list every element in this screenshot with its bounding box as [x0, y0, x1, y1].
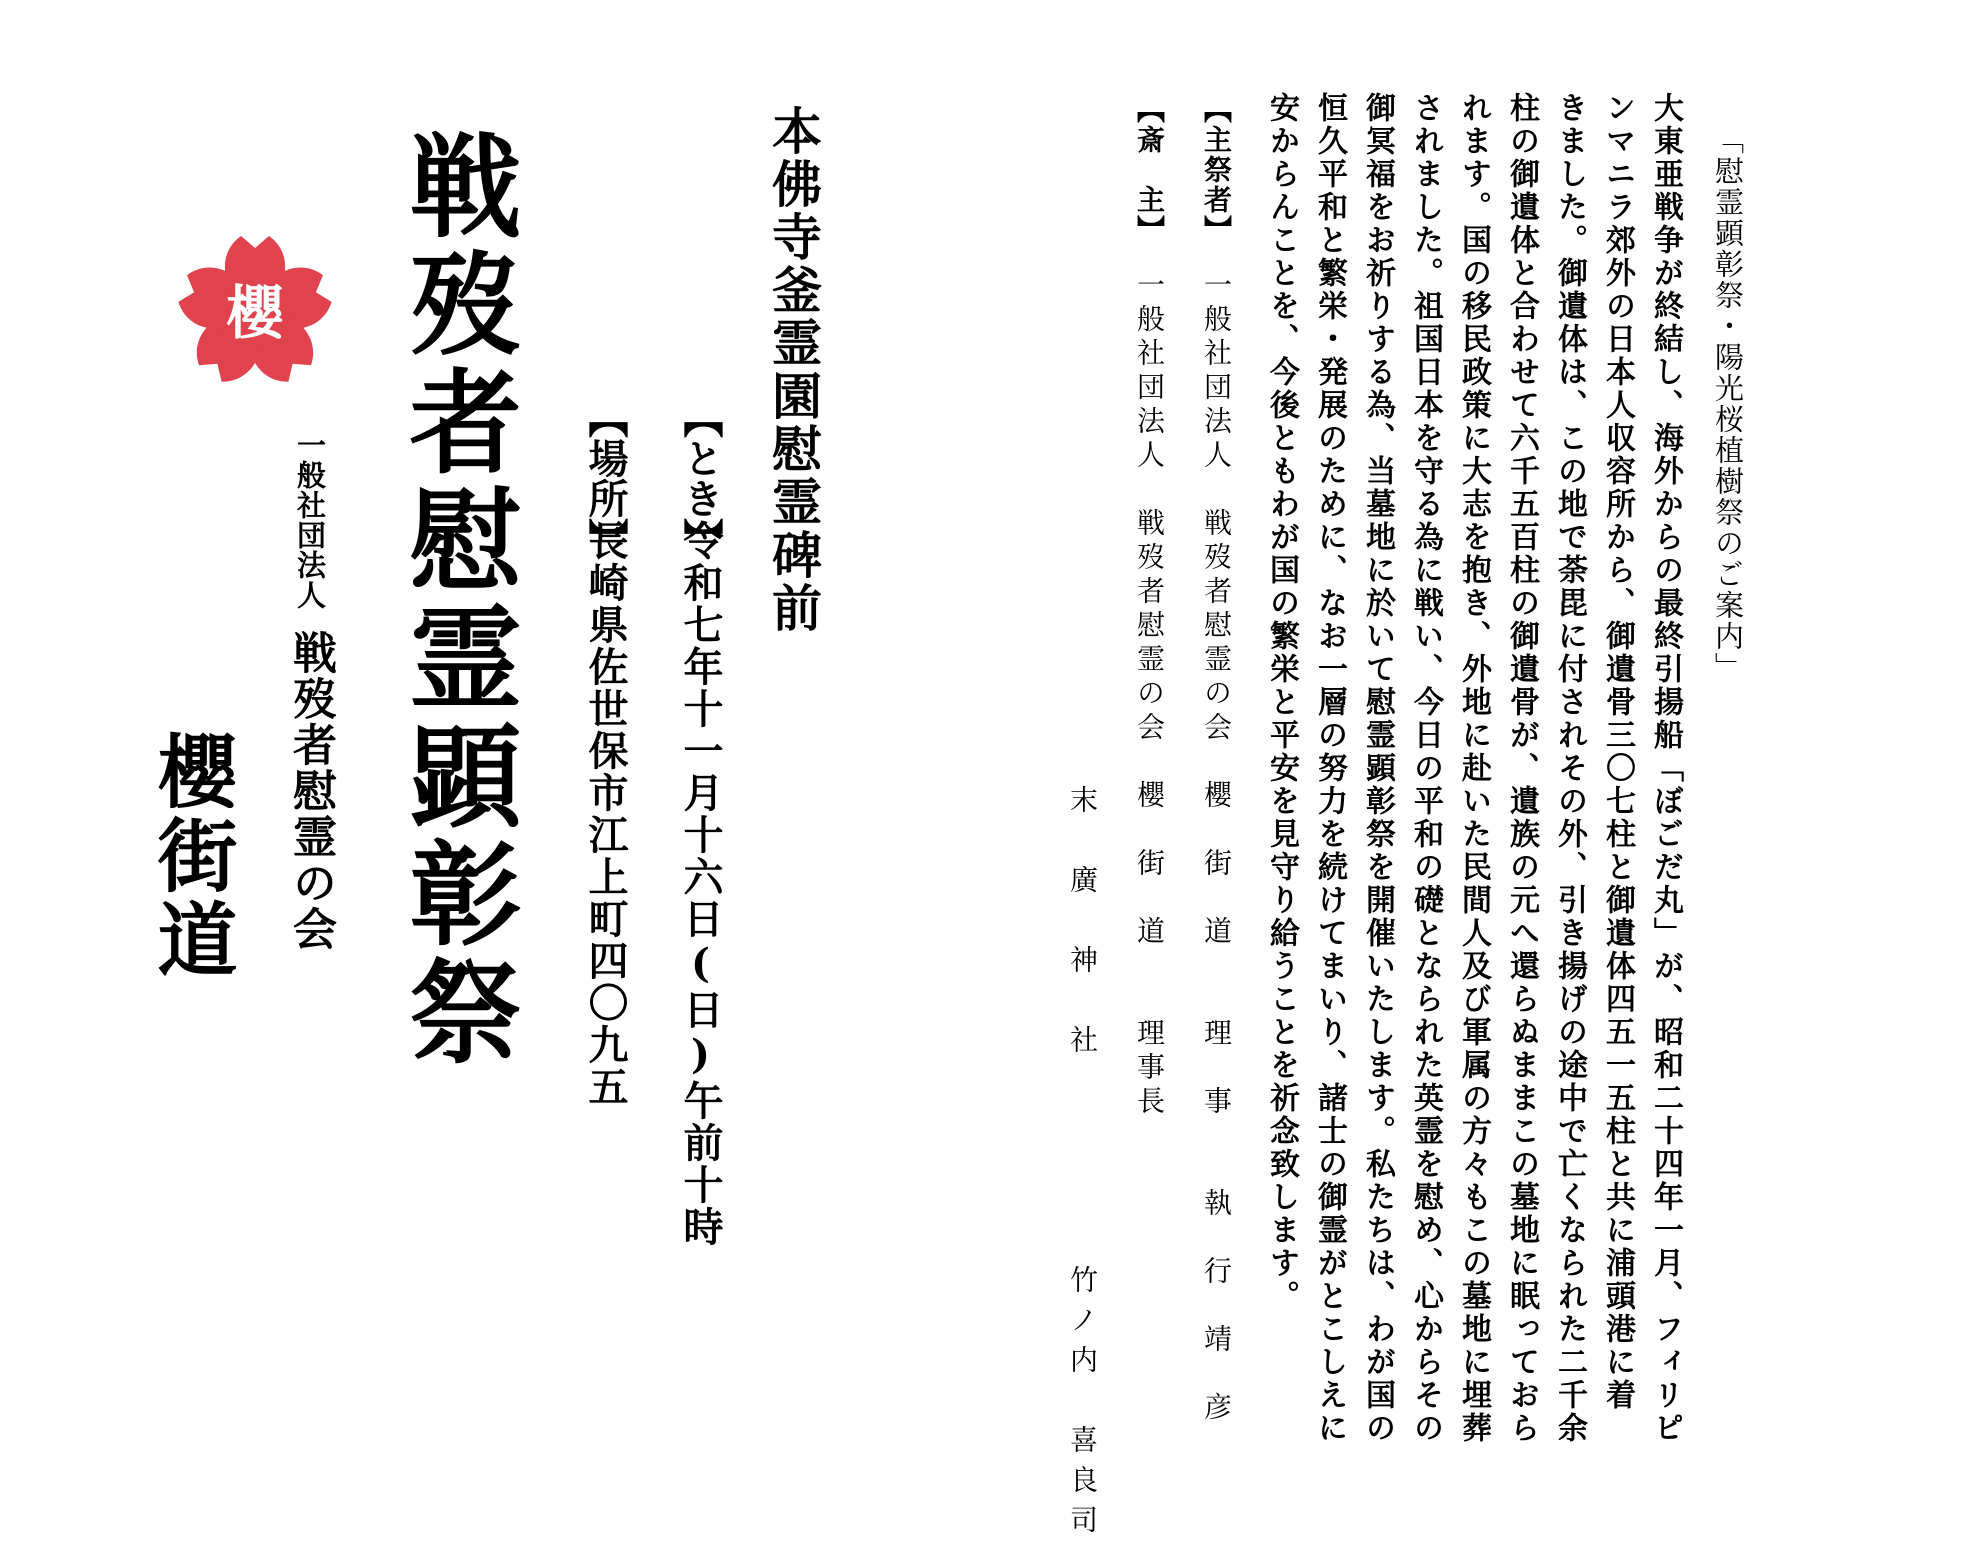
notice-body-line: 大東亜戦争が終結し、海外からの最終引揚船「ぼごだ丸」が、昭和二十四年一月、フィリピ: [1648, 92, 1683, 1445]
place-label: 【場所】: [582, 398, 629, 558]
sakura-logo: [175, 228, 335, 388]
date-value: 令和七年十一月十六日(日)午前十時: [677, 520, 724, 1248]
chief-officiant-label: 【主祭者】: [1200, 95, 1233, 245]
organizer-name: 戦歿者慰霊の会: [285, 630, 336, 952]
place-value: 長崎県佐世保市江上町四〇九五: [582, 520, 629, 1108]
notice-body-line: 恒久平和と繁栄・発展のために、なお一層の努力を続けてまいり、諸士の御霊がとこしえに: [1312, 92, 1347, 1445]
date-label: 【とき】: [677, 398, 724, 558]
priest-label: 【斎 主】: [1133, 95, 1166, 245]
notice-body-line: れます。国の移民政策に大志を抱き、外地に赴いた民間人及び軍属の方々もこの墓地に埋葬: [1456, 92, 1491, 1445]
venue-title: 本佛寺釜霊園慰霊碑前: [764, 105, 822, 635]
organizer-type: 一般社団法人: [293, 430, 327, 610]
notice-body-line: きました。御遺体は、この地で荼毘に付されその外、引き揚げの途中で亡くなられた二千余: [1552, 92, 1587, 1445]
host-name: 櫻街道: [144, 730, 237, 982]
priest-line: 一般社団法人 戦歿者慰霊の会 櫻 街 道 理事長: [1133, 270, 1166, 1120]
main-title: 戦歿者慰霊顕彰祭: [391, 128, 521, 1072]
logo-character: 櫻: [225, 279, 284, 347]
notice-body-line: 安からんことを、今後ともわが国の繁栄と平安を見守り給うことを祈念致します。: [1264, 92, 1299, 1313]
notice-body-line: 御冥福をお祈りする為、当墓地に於いて慰霊顕彰祭を開催いたします。私たちは、わが国の: [1360, 92, 1395, 1445]
notice-body-line: されました。祖国日本を守る為に戦い、今日の平和の礎となられた英霊を慰め、心からその: [1408, 92, 1443, 1445]
shrine-line: 末 廣 神 社 竹ノ内 喜良司: [1066, 785, 1099, 1545]
chief-officiant-line: 一般社団法人 戦歿者慰霊の会 櫻 街 道 理 事 執 行 靖 彦: [1200, 270, 1233, 1426]
notice-body-line: 柱の御遺体と合わせて六千五百柱の御遺骨が、遺族の元へ還らぬままこの墓地に眠っておら: [1504, 92, 1539, 1445]
notice-heading: 「慰霊顕彰祭・陽光桜植樹祭のご案内」: [1711, 125, 1745, 683]
notice-body-line: ンマニラ郊外の日本人収容所から、御遺骨三〇七柱と御遺体四五一五柱と共に浦頭港に着: [1600, 92, 1635, 1412]
